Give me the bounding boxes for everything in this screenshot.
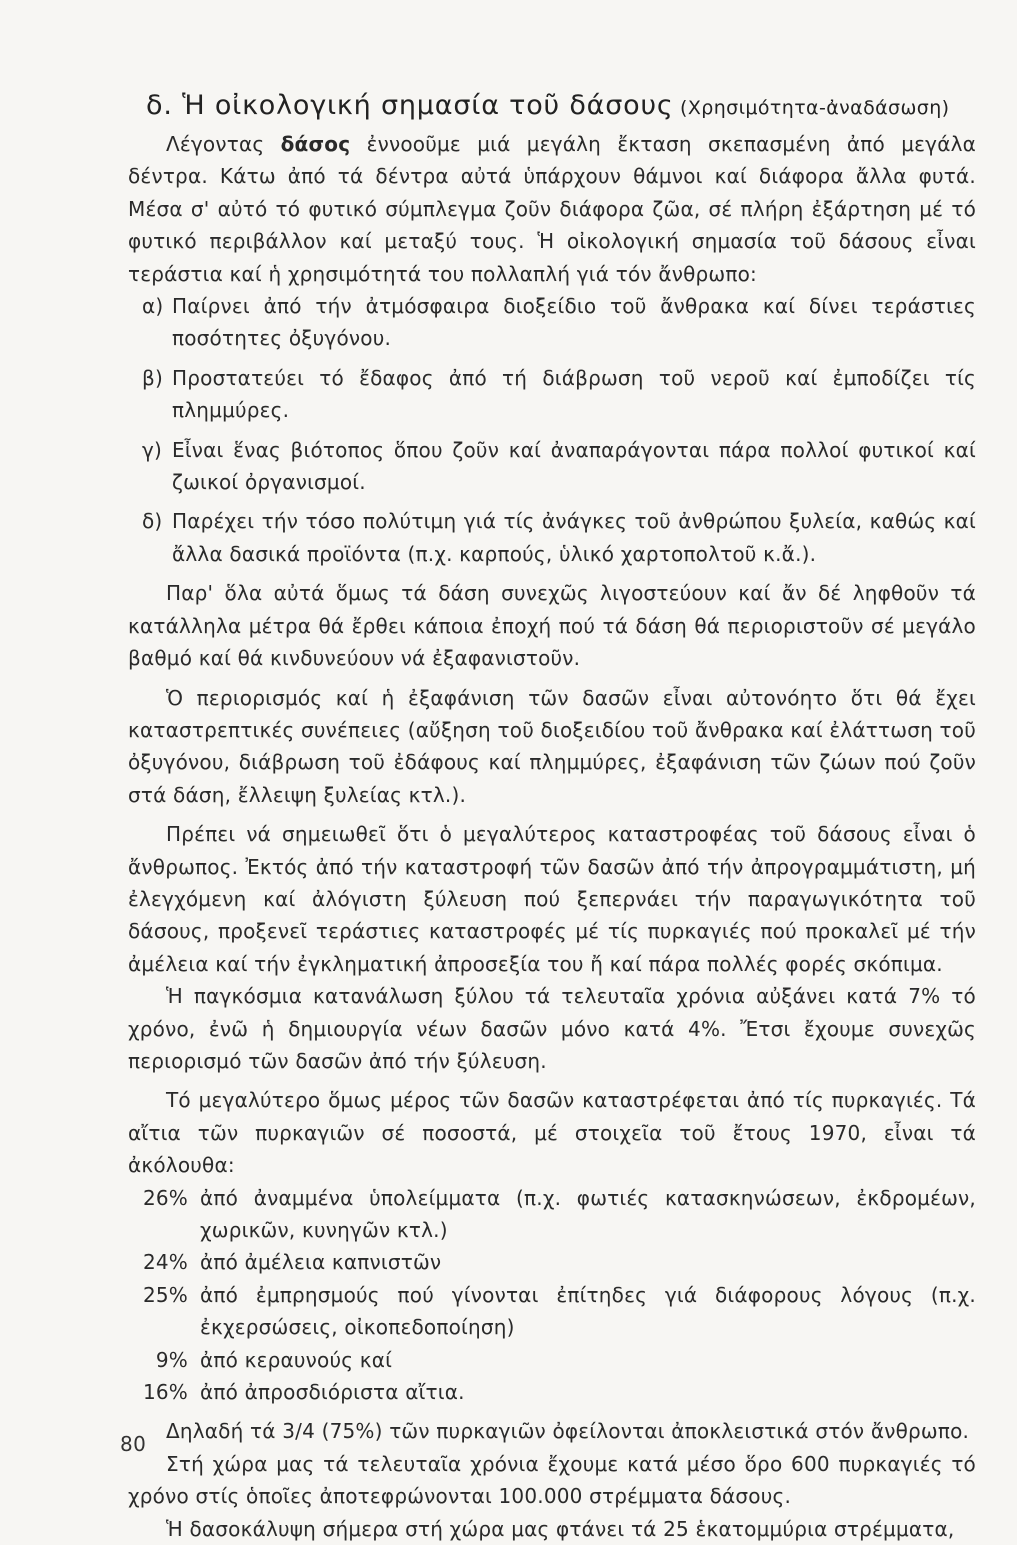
- cause-percent: 9%: [155, 1347, 188, 1372]
- body-paragraph: Πρέπει νά σημειωθεῖ ὅτι ὁ μεγαλύτερος καταστροφέας τοῦ δάσους εἶναι ὁ ἄνθρωπος. Ἐκτός ἀπό τήν καταστροφή τῶν δασῶν ἀπό τήν ἀπρογραμμάτιστη, μή ἐλεγχόμενη καί ἀλόγιστη ξύλευση πού ξεπερνάει τήν παραγωγικότητα τοῦ δάσους, προξενεῖ τεράστιες καταστροφές μέ τίς πυρκαγιές πού προκαλεῖ μέ τήν ἀμέλεια καί τήν ἐγκληματική ἀπροσεξία του ἤ καί πάρα πολλές φορές σκόπιμα.: [128, 822, 976, 976]
- body-paragraph: Ἡ παγκόσμια κατανάλωση ξύλου τά τελευταῖα χρόνια αὐξάνει κατά 7% τό χρόνο, ἐνῶ ἡ δημιουργία νέων δασῶν μόνο κατά 4%. Ἔτσι ἔχουμε συνεχῶς περιορισμό τῶν δασῶν ἀπό τήν ξύλευση.: [128, 984, 976, 1073]
- cause-text: ἀπό ἀμέλεια καπνιστῶν: [200, 1250, 442, 1275]
- closing-paragraph: Ἡ δασοκάλυψη σήμερα στή χώρα μας φτάνει τά 25 ἑκατομμύρια στρέμματα,: [166, 1516, 955, 1541]
- intro-text-start: Λέγοντας: [166, 132, 281, 156]
- intro-paragraph: [128, 128, 976, 290]
- body-paragraph: Τό μεγαλύτερο ὅμως μέρος τῶν δασῶν καταστρέφεται ἀπό τίς πυρκαγιές. Τά αἴτια τῶν πυρκαγιῶν σέ ποσοστά, μέ στοιχεῖα τοῦ ἔτους 1970, εἶναι τά ἀκόλουθα:: [128, 1088, 976, 1178]
- cause-text: ἀπό κεραυνούς καί: [200, 1347, 393, 1372]
- cause-item: [128, 1279, 976, 1344]
- cause-text: ἀπό ἐμπρησμούς πού γίνονται ἐπίτηδες γιά διάφορους λόγους (π.χ. ἐκχερσώσεις, οἰκοπεδοποίηση): [200, 1282, 976, 1340]
- use-text: Εἶναι ἕνας βιότοπος ὅπου ζοῦν καί ἀναπαράγονται πάρα πολλοί φυτικοί καί ζωικοί ὀργανισμοί.: [172, 437, 976, 495]
- cause-percent: 25%: [142, 1282, 188, 1307]
- use-label: β): [142, 365, 163, 390]
- cause-item: [128, 1344, 976, 1376]
- cause-item: [128, 1182, 976, 1247]
- body-paragraph: Ὁ περιορισμός καί ἡ ἐξαφάνιση τῶν δασῶν εἶναι αὐτονόητο ὅτι θά ἔχει καταστρεπτικές συνέπειες (αὔξηση τοῦ διοξειδίου τοῦ ἄνθρακα καί ἐλάττωση τοῦ ὀξυγόνου, διάβρωση τοῦ ἐδάφους καί πλημμύρες, ἐξαφάνιση τῶν ζώων πού ζοῦν στά δάση, ἔλλειψη ξυλείας κτλ.).: [128, 685, 976, 807]
- intro-text-rest: ἐννοοῦμε μιά μεγάλη ἔκταση σκεπασμένη ἀπό μεγάλα δέντρα. Κάτω ἀπό τά δέντρα αὐτά ὑπάρχουν θάμνοι καί διάφορα ἄλλα φυτά. Μέσα σ' αὐτό τό φυτικό σύμπλεγμα ζοῦν διάφορα ζῶα, σέ πλήρη ἐξάρτηση μέ τό φυτικό περιβάλλον καί μεταξύ τους. Ἡ οἰκολογική σημασία τοῦ δάσους εἶναι τεράστια καί ἡ χρησιμότητά του πολλαπλή γιά τόν ἄνθρωπο:: [128, 132, 977, 286]
- heading-title: Ἡ οἰκολογική σημασία τοῦ δάσους: [182, 90, 674, 121]
- cause-item: [128, 1376, 976, 1408]
- intro-bold-term: δάσος: [280, 132, 351, 156]
- body-paragraph: Παρ' ὅλα αὐτά ὅμως τά δάση συνεχῶς λιγοστεύουν καί ἄν δέ ληφθοῦν τά κατάλληλα μέτρα θά ἔρθει κάποια ἐποχή πού τά δάση θά περιοριστοῦν σέ μεγάλο βαθμό καί θά κινδυνεύουν νά ἐξαφανιστοῦν.: [128, 581, 976, 671]
- cause-text: ἀπό ἀπροσδιόριστα αἴτια.: [200, 1380, 465, 1405]
- page-content: [128, 88, 976, 1545]
- cause-percent: 24%: [142, 1250, 188, 1275]
- cause-percent: 16%: [142, 1380, 188, 1405]
- cause-item: [128, 1246, 976, 1278]
- use-label: α): [142, 294, 164, 319]
- use-item: [142, 290, 976, 355]
- closing-paragraph: Δηλαδή τά 3/4 (75%) τῶν πυρκαγιῶν ὀφείλονται ἀποκλειστικά στόν ἄνθρωπο.: [166, 1419, 970, 1444]
- use-text: Παρέχει τήν τόσο πολύτιμη γιά τίς ἀνάγκες τοῦ ἀνθρώπου ξυλεία, καθώς καί ἄλλα δασικά προϊόντα (π.χ. καρπούς, ὑλικό χαρτοπολτοῦ κ.ἄ.).: [172, 509, 976, 566]
- use-text: Παίρνει ἀπό τήν ἀτμόσφαιρα διοξείδιο τοῦ ἄνθρακα καί δίνει τεράστιες ποσότητες ὀξυγόνου.: [172, 294, 976, 351]
- heading-subtitle: (Χρησιμότητα-ἀναδάσωση): [673, 97, 950, 119]
- use-label: γ): [142, 437, 163, 462]
- use-text: Προστατεύει τό ἔδαφος ἀπό τή διάβρωση τοῦ νεροῦ καί ἐμποδίζει τίς πλημμύρες.: [172, 365, 976, 423]
- use-item: [142, 362, 976, 427]
- section-heading: [146, 88, 976, 126]
- use-item: [142, 505, 976, 570]
- heading-prefix: δ.: [146, 90, 183, 121]
- cause-text: ἀπό ἀναμμένα ὑπολείμματα (π.χ. φωτιές κατασκηνώσεων, ἐκδρομέων, χωρικῶν, κυνηγῶν κτλ.): [200, 1185, 976, 1242]
- closing-paragraph: Στή χώρα μας τά τελευταῖα χρόνια ἔχουμε κατά μέσο ὅρο 600 πυρκαγιές τό χρόνο στίς ὁποῖες ἀποτεφρώνονται 100.000 στρέμματα δάσους.: [128, 1451, 976, 1509]
- use-label: δ): [142, 509, 163, 534]
- cause-percent: 26%: [142, 1185, 188, 1210]
- page-number: 80: [120, 1432, 147, 1456]
- use-item: [142, 434, 976, 499]
